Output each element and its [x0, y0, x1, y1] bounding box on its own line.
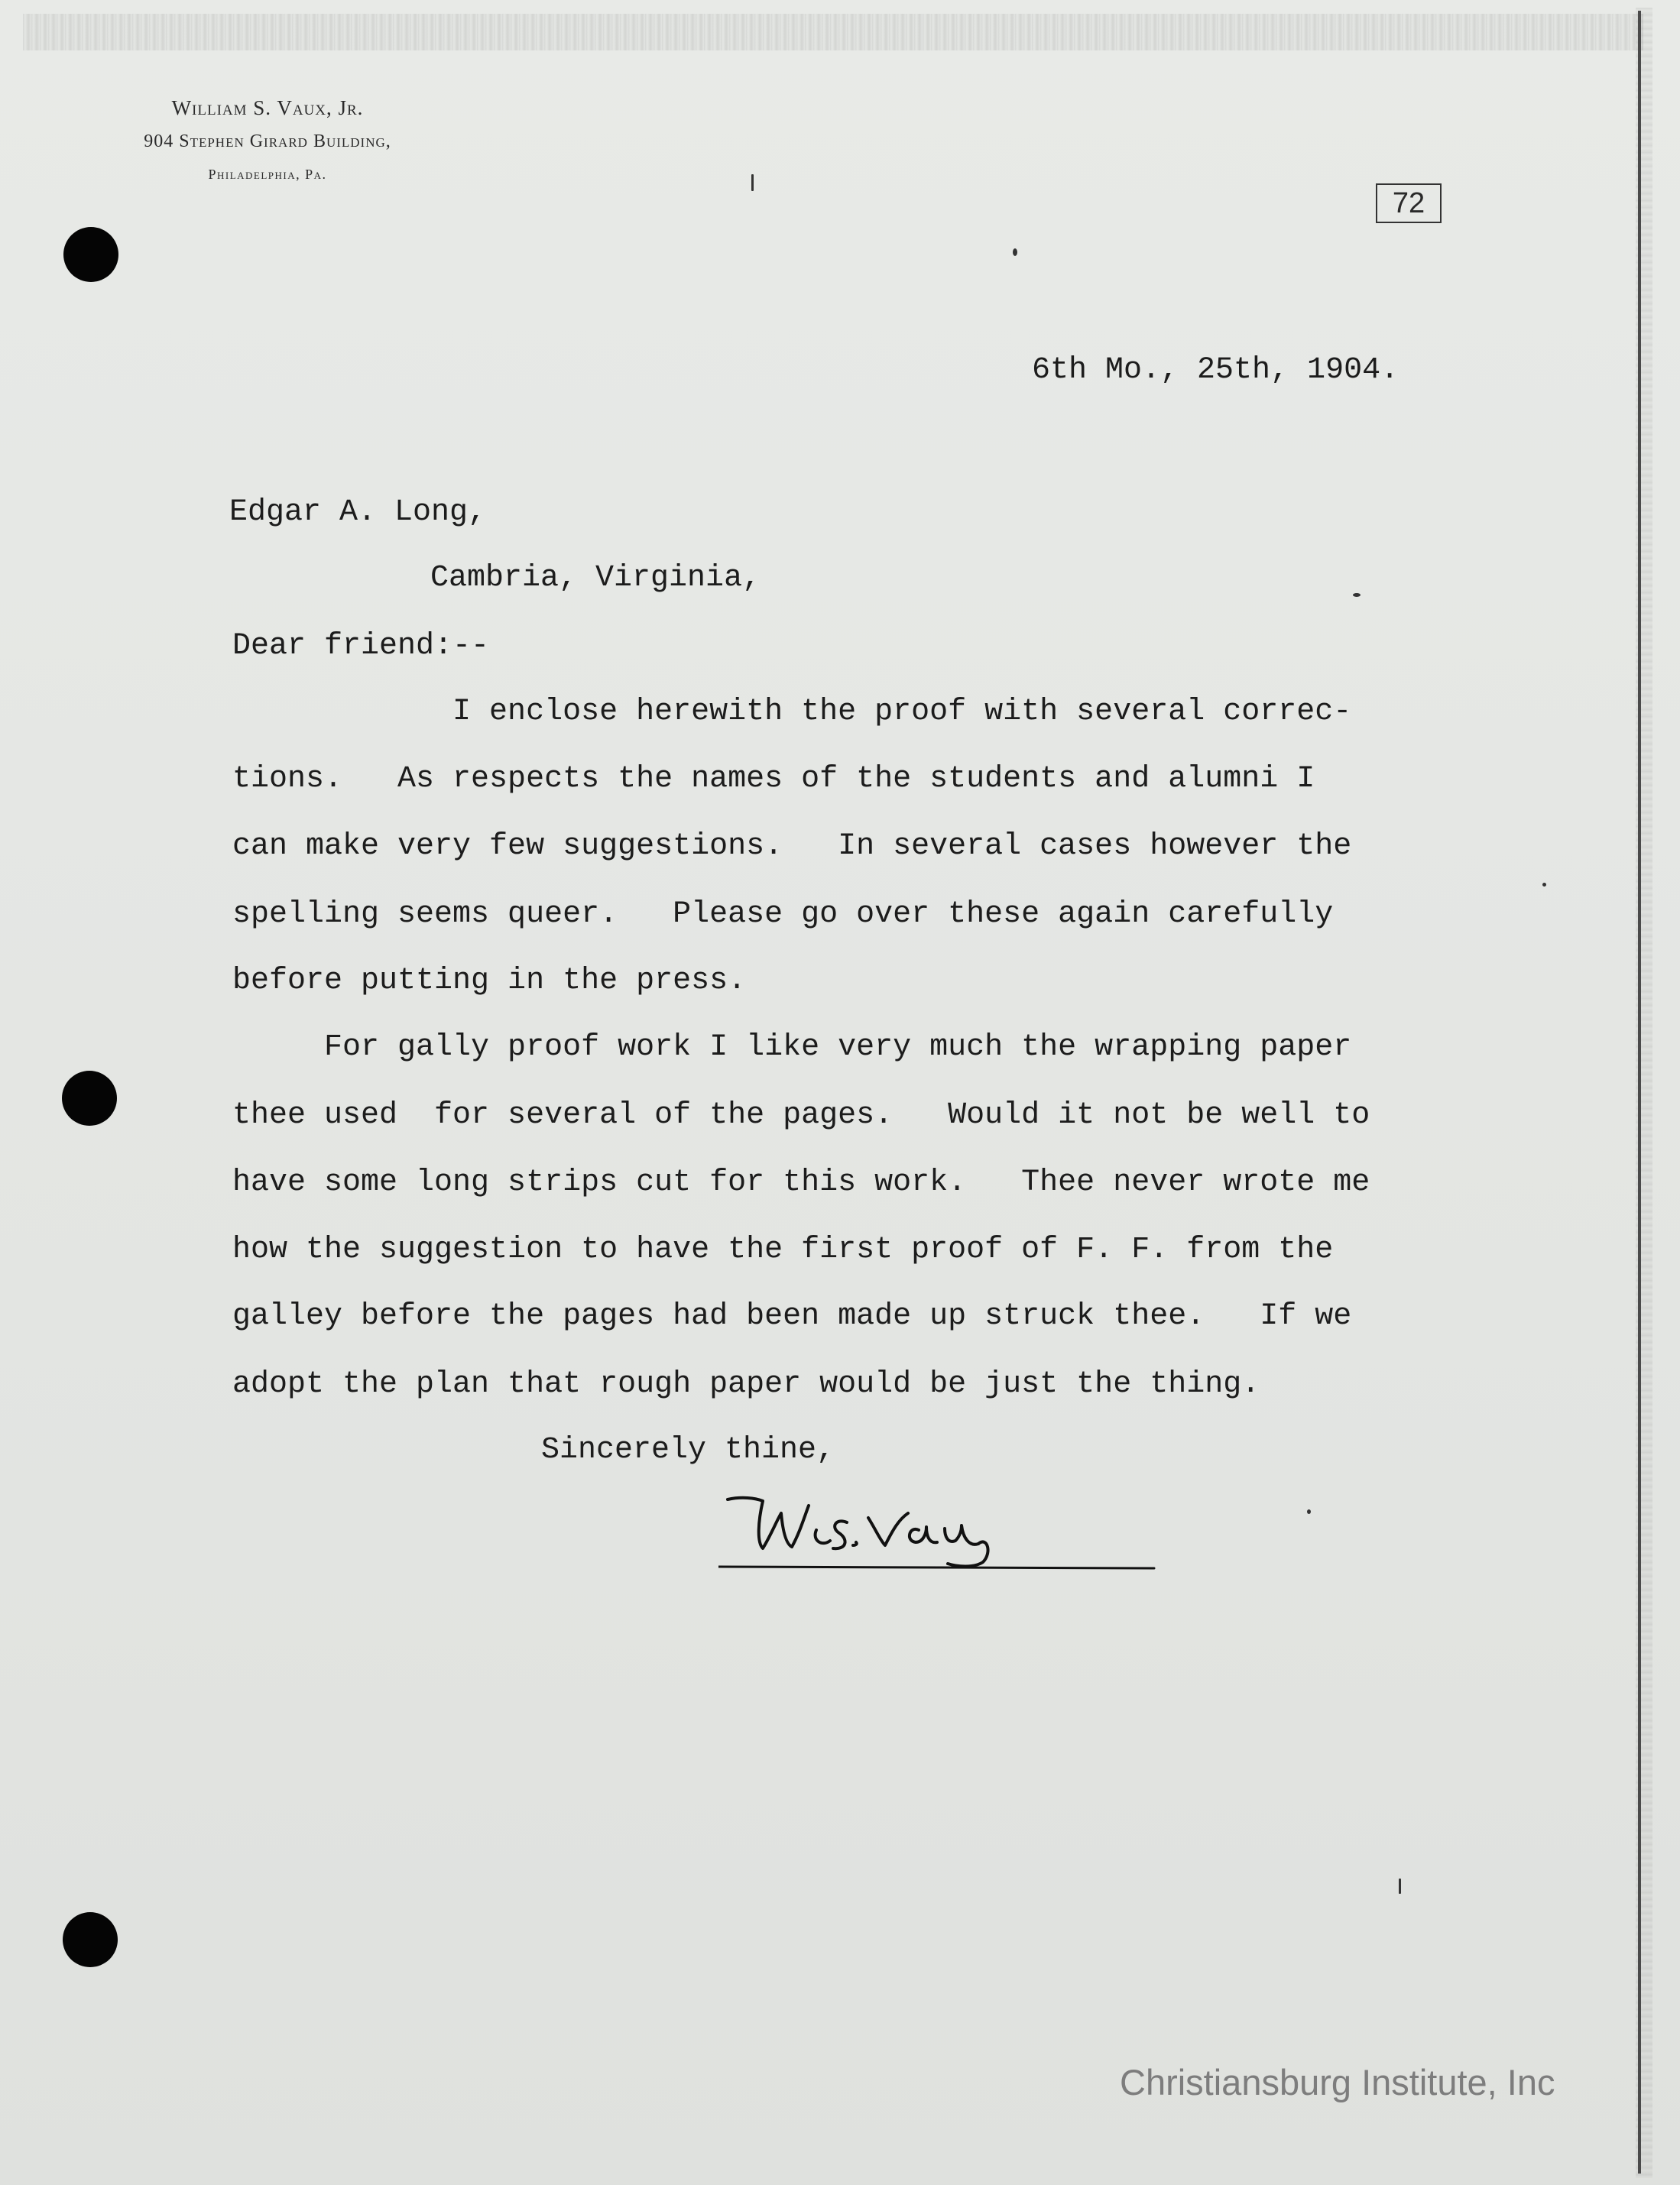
- body-line: spelling seems queer. Please go over these again carefully: [232, 897, 1334, 932]
- body-line: before putting in the press.: [232, 964, 747, 998]
- letterhead-name: William S. Vaux, Jr.: [171, 96, 364, 119]
- body-line: have some long strips cut for this work. Thee never wrote me: [232, 1165, 1370, 1200]
- body-line: thee used for several of the pages. Would it not be well to: [232, 1098, 1370, 1133]
- page-edge-line: [1638, 11, 1641, 2174]
- body-line: I enclose herewith the proof with several correc-: [232, 695, 1352, 729]
- ink-mark: [1399, 1879, 1401, 1894]
- signature: [718, 1483, 1177, 1574]
- closing: Sincerely thine,: [541, 1433, 835, 1467]
- salutation: Dear friend:--: [232, 629, 490, 663]
- signature-underline: [718, 1567, 1154, 1568]
- punch-hole-bottom: [63, 1912, 118, 1967]
- recipient-name: Edgar A. Long,: [229, 495, 487, 530]
- letterhead: [54, 90, 482, 191]
- ink-speck: [1353, 593, 1361, 597]
- ink-speck: [1013, 248, 1017, 256]
- body-line: galley before the pages had been made up struck thee. If we: [232, 1299, 1352, 1334]
- body-line: how the suggestion to have the first proof of F. F. from the: [232, 1233, 1334, 1267]
- letterhead-building: 904 Stephen Girard Building,: [144, 131, 391, 151]
- watermark: Christiansburg Institute, Inc: [1120, 2062, 1555, 2102]
- body-line: adopt the plan that rough paper would be just the thing.: [232, 1367, 1260, 1402]
- recipient-address: Cambria, Virginia,: [430, 561, 761, 595]
- ink-speck: [1307, 1509, 1311, 1514]
- body-line: For gally proof work I like very much the wrapping paper: [232, 1030, 1352, 1065]
- ink-speck: [1542, 883, 1546, 887]
- punch-hole-top: [63, 227, 118, 282]
- ink-mark: [751, 174, 754, 191]
- punch-hole-middle: [62, 1071, 117, 1126]
- folio-number: 72: [1376, 183, 1442, 223]
- letter-date: 6th Mo., 25th, 1904.: [1032, 353, 1399, 387]
- scan-edge-top: [23, 14, 1643, 50]
- letterhead-city: Philadelphia, Pa.: [208, 167, 327, 182]
- body-line: can make very few suggestions. In several cases however the: [232, 829, 1352, 864]
- body-line: tions. As respects the names of the students and alumni I: [232, 762, 1315, 796]
